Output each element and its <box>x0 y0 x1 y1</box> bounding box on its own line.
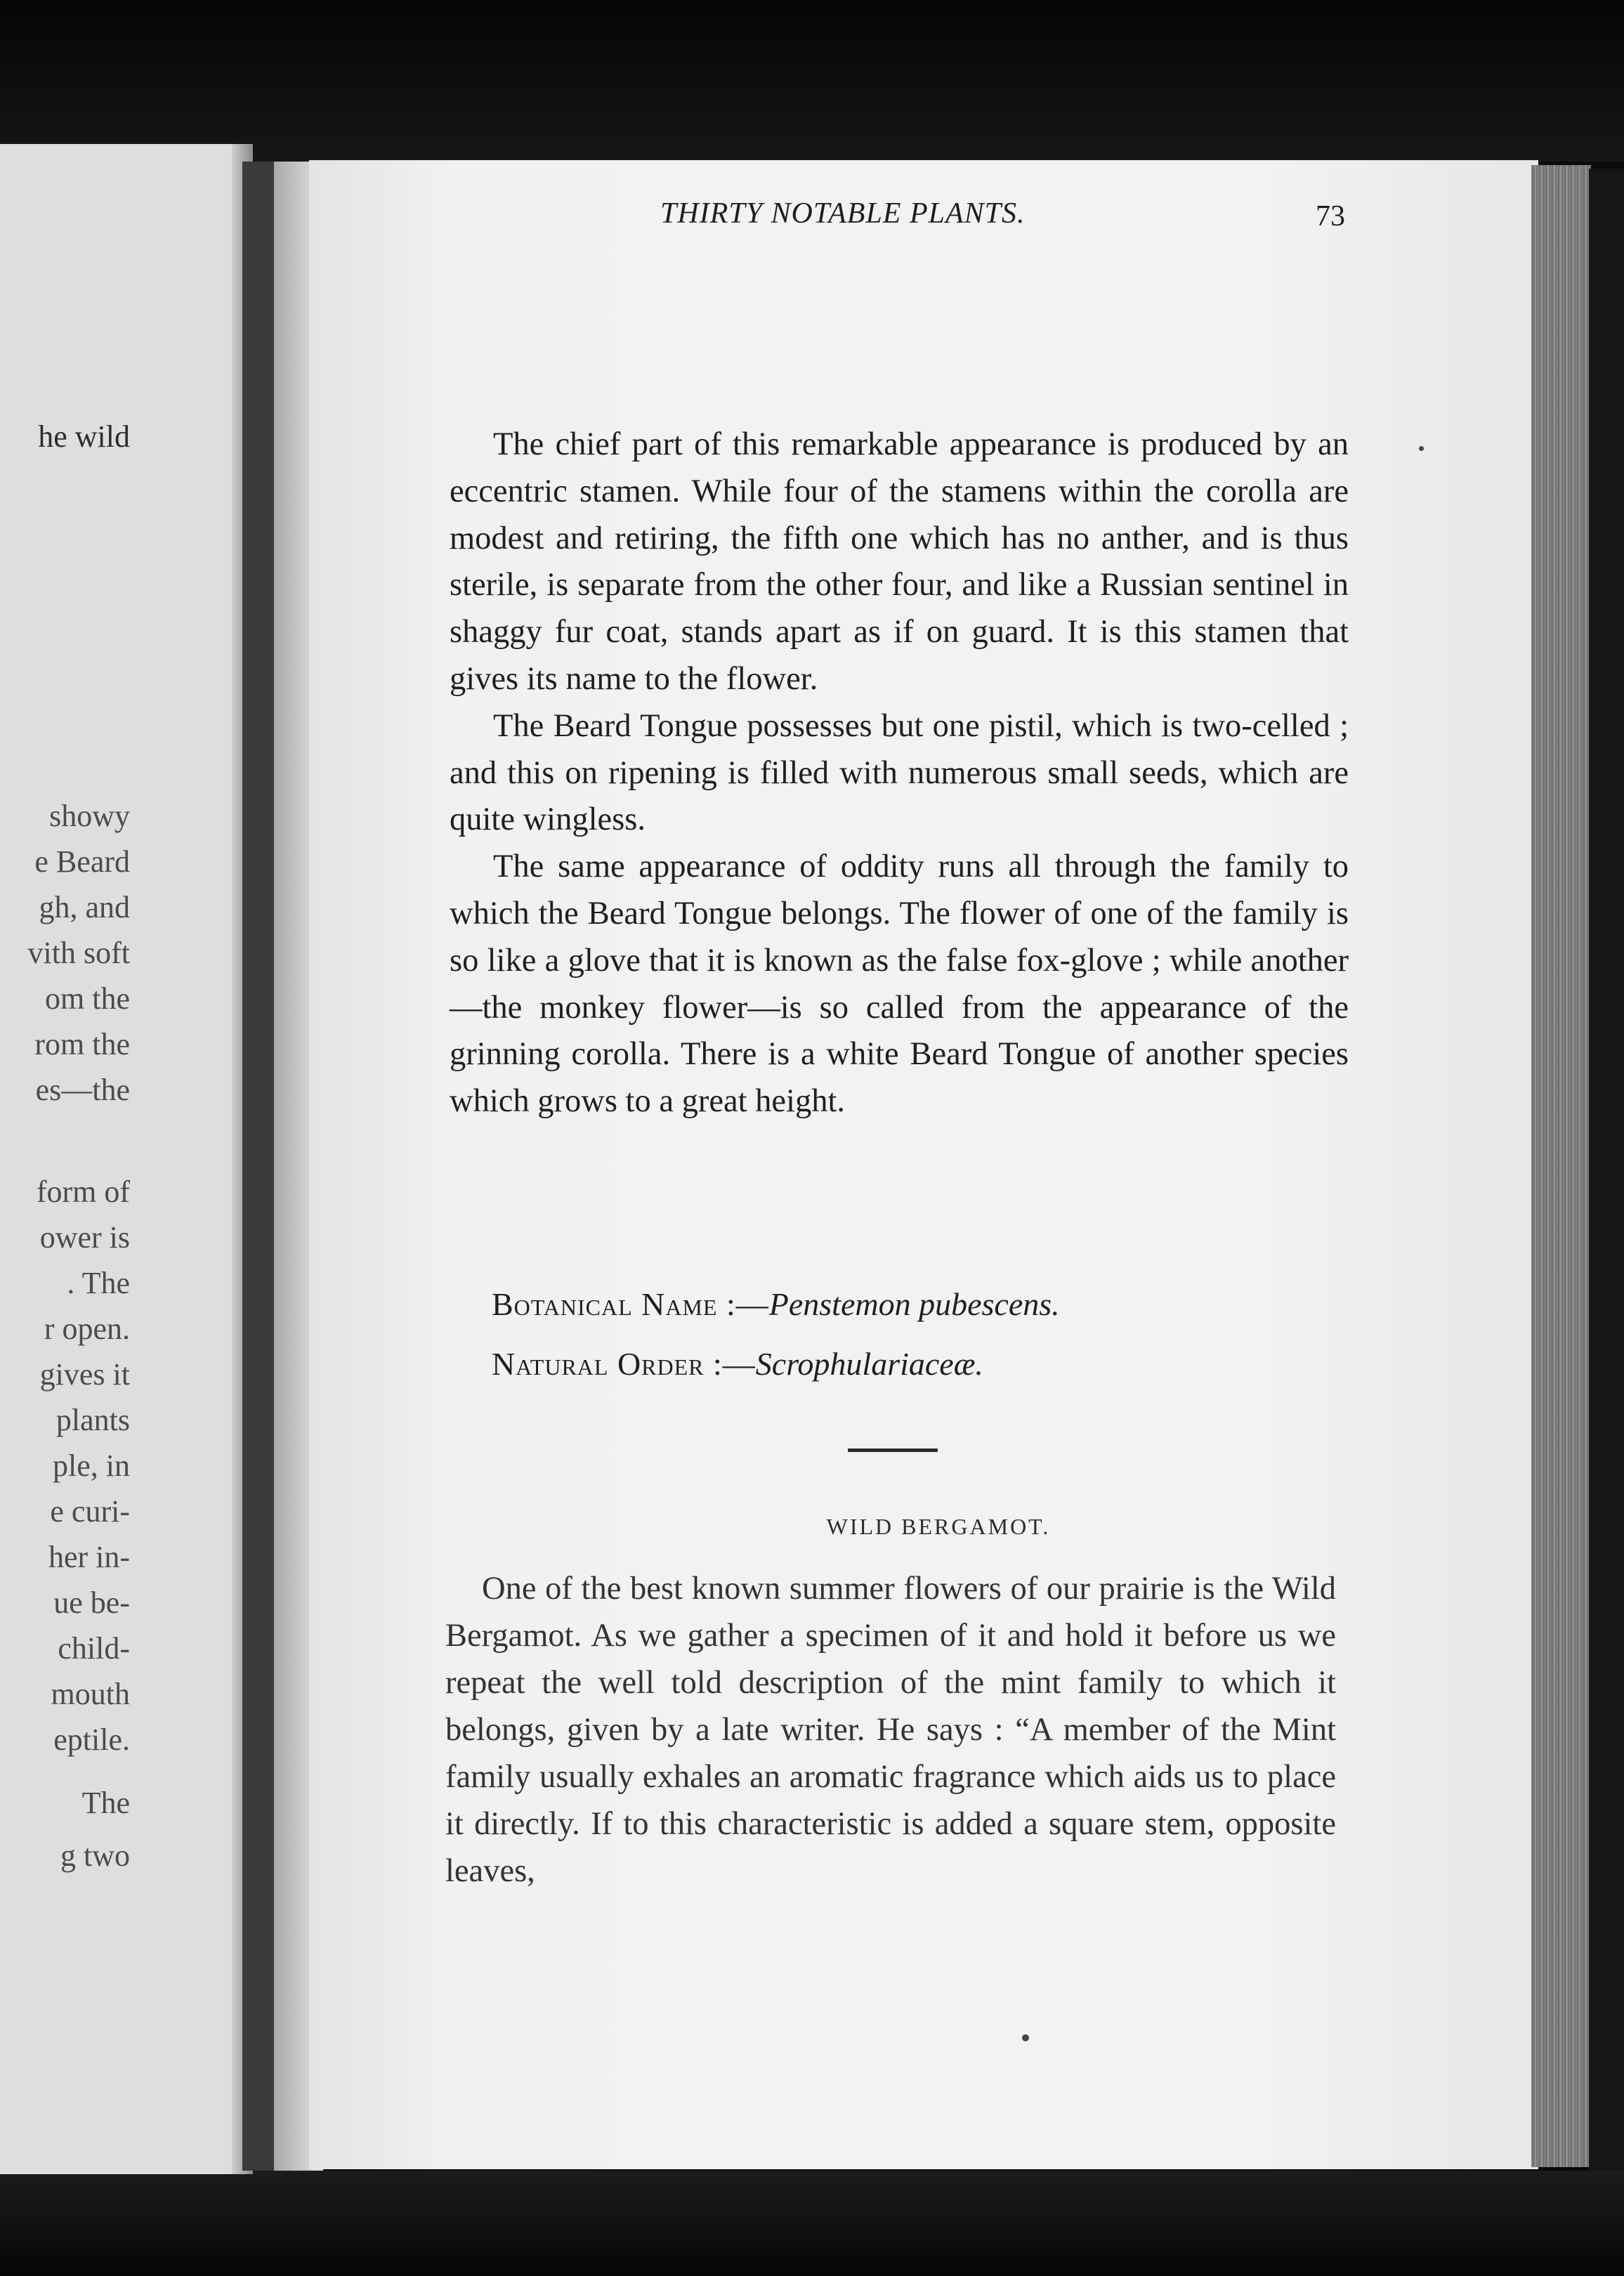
left-page-fragment: gives it <box>39 1357 130 1392</box>
left-page <box>0 144 242 2174</box>
left-page-fragment: plants <box>55 1403 130 1437</box>
left-page-fragment: form of <box>36 1175 130 1209</box>
botanical-name-label: Botanical Name :— <box>492 1286 769 1322</box>
main-text <box>450 421 1349 1125</box>
print-speck <box>1022 2034 1029 2041</box>
left-page-fragment: showy <box>49 799 130 833</box>
botanical-name-value: Penstemon pubescens. <box>768 1286 1060 1322</box>
left-page-fragment: eptile. <box>53 1722 130 1757</box>
left-page-fragment: r open. <box>44 1312 130 1346</box>
print-speck <box>1419 446 1424 451</box>
natural-order-value: Scrophulariaceæ. <box>755 1346 983 1382</box>
section-paragraph: One of the best known summer flowers of our prairie is the Wild Bergamot. As we gather a specimen of it and hold it before us we repeat the well told description of the mint family to which it belongs, given by a late writer. He says : “A member of the Mint family usually exhales an aromatic fragrance which aids us to place it directly. If to this characteristic is added a square stem, opposite leaves, <box>445 1571 1336 1889</box>
section-title: WILD BERGAMOT. <box>826 1514 1051 1539</box>
running-title: THIRTY NOTABLE PLANTS. <box>660 197 1026 230</box>
left-page-fragment: om the <box>45 981 130 1016</box>
left-page-fragment: mouth <box>51 1677 130 1711</box>
page-number: 73 <box>1316 200 1345 233</box>
scan-background-right <box>1589 169 1624 2171</box>
left-page-fragment: vith soft <box>27 936 130 970</box>
left-page-fragment: child- <box>58 1631 130 1666</box>
left-page-fragment: es—the <box>35 1073 130 1107</box>
left-page-fragment: e curi- <box>50 1494 130 1529</box>
paragraph-2: The Beard Tongue possesses but one pistil, which is two-celled ; and this on ripening is filled with numerous small seeds, which are quite wingless. <box>450 707 1349 838</box>
natural-order-label: Natural Order :— <box>492 1346 756 1382</box>
left-page-fragment: ower is <box>39 1220 130 1255</box>
page-edges <box>1531 165 1591 2167</box>
left-page-fragment: e Beard <box>34 844 130 879</box>
scan-background-bottom <box>0 2171 1624 2276</box>
left-page-fragment: The <box>81 1786 130 1820</box>
left-page-fragment: ue be- <box>53 1585 130 1620</box>
left-page-fragment: he wild <box>38 419 130 454</box>
left-page-fragment: gh, and <box>39 890 130 924</box>
paragraph-1: The chief part of this remarkable appearance is produced by an eccentric stamen. While four of the stamens within the corolla are modest and retiring, the fifth one which has no anther, and is thus sterile, is separate from the other four, and like a Russian sentinel in shaggy fur coat, stands apart as if on guard. It is this stamen that gives its name to the flower. <box>450 426 1349 697</box>
section-divider <box>848 1448 938 1452</box>
scan-background-top <box>0 0 1624 162</box>
book-spine <box>242 162 274 2171</box>
left-page-fragment: g two <box>60 1838 130 1873</box>
running-head <box>0 197 1624 246</box>
left-page-fragment: rom the <box>34 1027 130 1061</box>
section-text <box>445 1565 1336 1895</box>
left-page-fragment: her in- <box>48 1540 130 1574</box>
paragraph-3: The same appearance of oddity runs all through the family to which the Beard Tongue belongs. The flower of one of the family is so like a glove that it is known as the false fox-glove ; while another—the monkey flower—is so called from the appearance of the grinning corolla. There is a white Beard Tongue of another species which grows to a great height. <box>450 849 1349 1120</box>
left-page-fragment: . The <box>67 1266 130 1300</box>
left-page-fragment: ple, in <box>53 1448 130 1483</box>
